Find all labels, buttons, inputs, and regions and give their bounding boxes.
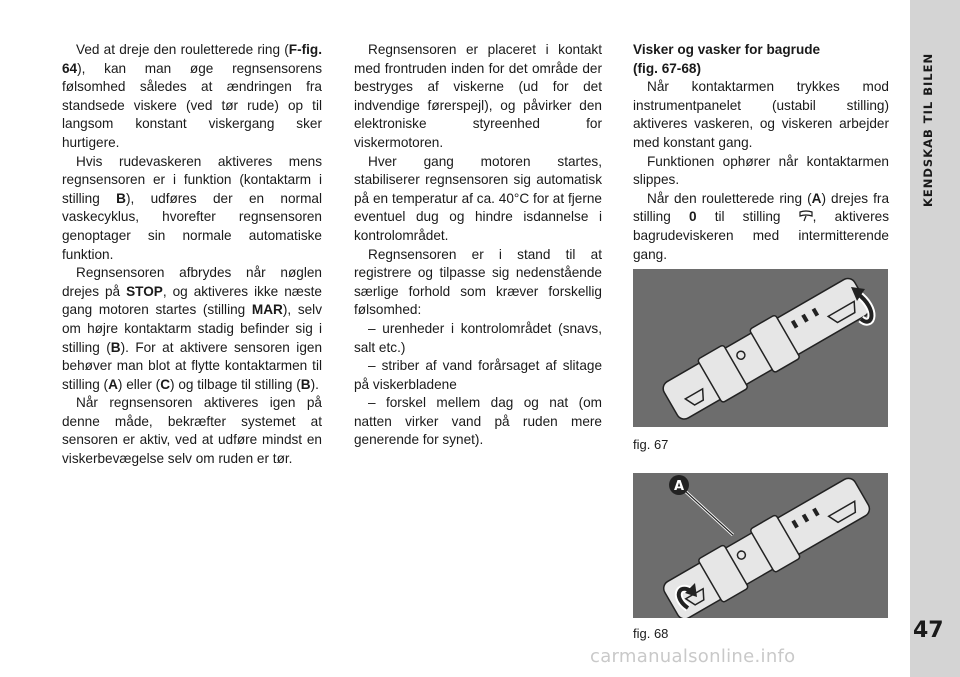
paragraph: Når den rouletterede ring (A) drejes fra stilling 0 til stilling , aktiveres bagrudeviskeren med intermitterende gang. <box>633 190 890 262</box>
text-column-1 <box>62 41 322 469</box>
list-item: – striber af vand forårsaget af slitage på viskerbladene <box>354 358 602 392</box>
page-number: 47 <box>913 618 944 643</box>
wiper-stalk-drawing <box>633 473 888 618</box>
watermark: carmanualsonline.info <box>590 646 796 667</box>
chapter-title: KENDSKAB TIL BILEN <box>921 52 935 207</box>
paragraph: Funktionen ophører når kontaktarmen slippes. <box>633 153 889 188</box>
paragraph: Hver gang motoren startes, stabiliserer regnsensoren sig automatisk på en temperatur af ca. 40°C for at fjerne eventuel dug og hindre isdannelse i kontrolområdet. <box>354 153 602 243</box>
paragraph: Når regnsensoren aktiveres igen på denne måde, bekræfter systemet at sensoren er aktiv, ved at udføre mindst en viskerbevægelse selv om ruden er tør. <box>62 395 322 467</box>
figure-68-illustration <box>633 473 888 618</box>
section-heading: Visker og vasker for bagrude (fig. 67-68) <box>633 42 821 76</box>
paragraph: Ved at dreje den rouletterede ring (F-fig. 64), kan man øge regnsensorens følsomhed således at ændringen fra standsede viskere (ved tør rude) op til langsom konstant viskergang sker hurtigere. <box>62 42 322 150</box>
text-column-2 <box>354 41 602 450</box>
list-item: – forskel mellem dag og nat (om natten virker vand på ruden mere generende for synet). <box>354 395 602 448</box>
paragraph: Regnsensoren er i stand til at registrere og tilpasse sig nedenstående særlige forhold som kræver forskellig følsomhed: <box>354 246 602 318</box>
text-column-3 <box>633 41 889 264</box>
paragraph: Når kontaktarmen trykkes mod instrumentpanelet (ustabil stilling) aktiveres vaskeren, og viskeren arbejder med konstant gang. <box>633 79 889 150</box>
figure-67-caption: fig. 67 <box>633 437 669 452</box>
wiper-stalk-drawing <box>633 269 888 427</box>
figure-67-illustration <box>633 269 888 427</box>
paragraph: Hvis rudevaskeren aktiveres mens regnsensoren er i funktion (kontaktarm i stilling B), udføres der en normal vaskecyklus, hvorefter regnsensoren genoptager sin normale automatiske funktion. <box>62 153 322 262</box>
paragraph: Regnsensoren er placeret i kontakt med frontruden inden for det område der bestryges af viskerne (ud for det indvendige førerspejl), og påvirker den elektroniske styreenhed for viskermotoren. <box>354 42 602 150</box>
callout-label-a: A <box>673 479 685 494</box>
figure-68-caption: fig. 68 <box>633 626 669 641</box>
rear-wiper-intermittent-icon <box>799 209 813 224</box>
paragraph: Regnsensoren afbrydes når nøglen drejes på STOP, og aktiveres ikke næste gang motoren startes (stilling MAR), selv om højre kontaktarm stadig befinder sig i stilling (B). For at aktivere sensoren igen behøver man blot at flytte kontaktarmen til stilling (A) eller (C) og tilbage til stilling (B). <box>62 265 323 392</box>
list-item: – urenheder i kontrolområdet (snavs, salt etc.) <box>354 320 602 355</box>
